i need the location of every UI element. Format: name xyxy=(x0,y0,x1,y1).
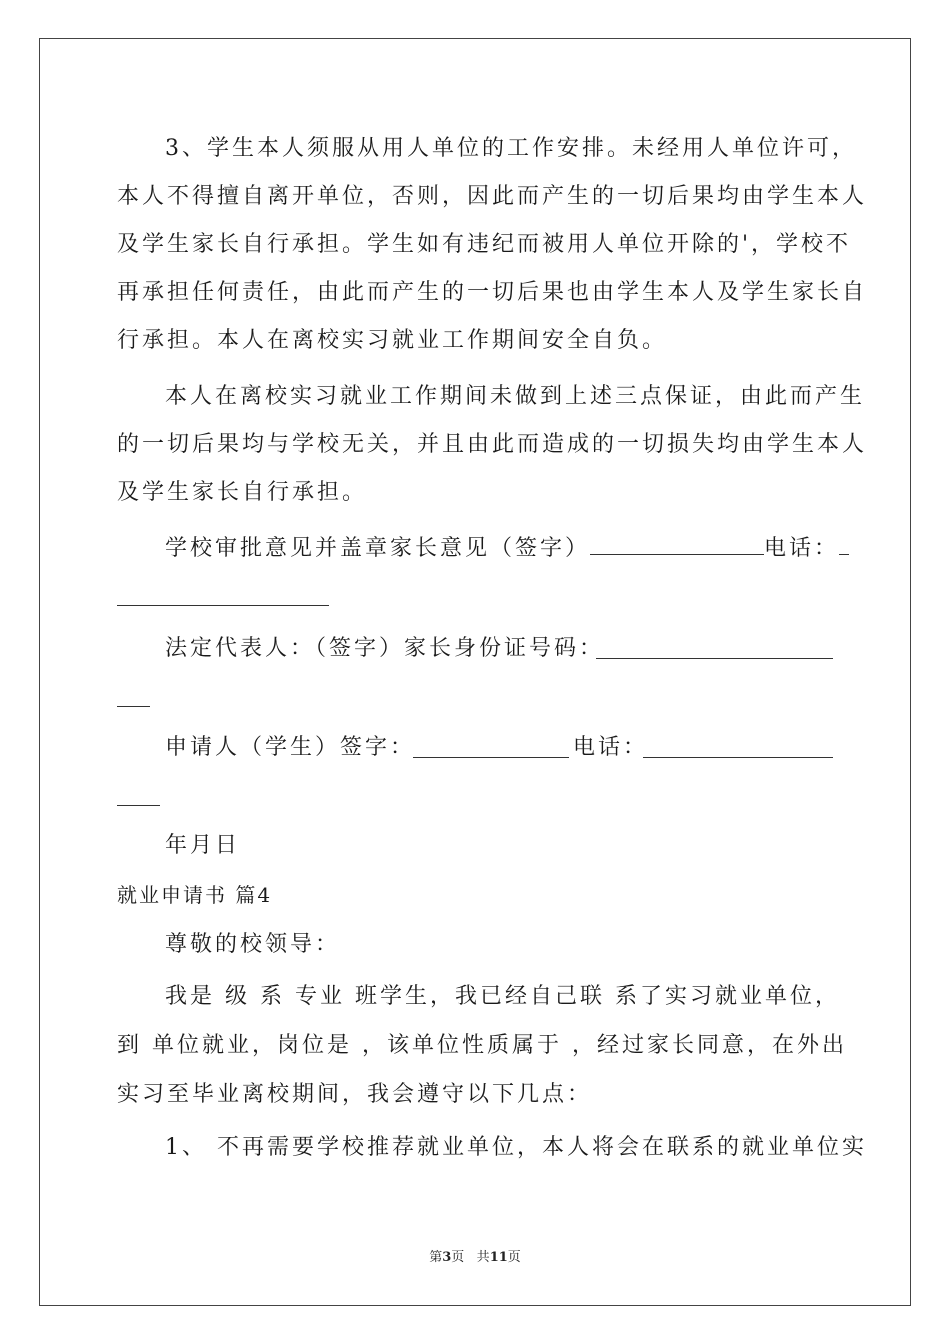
paragraph-3-line-3: 及学生家长自行承担。学生如有违纪而被用人单位开除的'，学校不 xyxy=(117,232,852,257)
paragraph-4-line-2: 的一切后果均与学校无关，并且由此而造成的一切损失均由学生本人 xyxy=(117,432,868,457)
salutation: 尊敬的校领导： xyxy=(165,932,341,957)
statement-item-1: 1、 不再需要学校推荐就业单位，本人将会在联系的就业单位实 xyxy=(165,1135,867,1160)
page-frame xyxy=(39,38,911,1306)
phone-blank-1-continued xyxy=(117,605,329,606)
footer-total-prefix: 共 xyxy=(476,1250,490,1265)
phone-blank-1-start xyxy=(839,534,849,555)
school-approval-line xyxy=(165,534,849,564)
statement-line-3: 实习至毕业离校期间，我会遵守以下几点： xyxy=(117,1082,593,1107)
id-number-blank-continued xyxy=(117,706,150,707)
date-line: 年月日 xyxy=(165,833,241,858)
footer-total-suffix: 页 xyxy=(507,1250,521,1265)
section-title: 就业申请书 篇4 xyxy=(117,883,273,907)
paragraph-3-line-2: 本人不得擅自离开单位，否则，因此而产生的一切后果均由学生本人 xyxy=(117,184,868,209)
paragraph-3-line-4: 再承担任何责任，由此而产生的一切后果也由学生本人及学生家长自 xyxy=(117,280,868,305)
applicant-signature-blank xyxy=(413,757,569,758)
phone-label-2: 电话： xyxy=(573,735,649,760)
page-footer xyxy=(0,1246,950,1265)
legal-rep-label: 法定代表人：（签字）家长身份证号码： xyxy=(165,636,605,661)
statement-line-1: 我是 级 系 专业 班学生，我已经自己联 系了实习就业单位， xyxy=(165,984,840,1009)
statement-line-2: 到 单位就业，岗位是 ，该单位性质属于 ，经过家长同意，在外出 xyxy=(117,1033,847,1058)
footer-prefix: 第 xyxy=(429,1250,443,1265)
phone-blank-2 xyxy=(643,757,833,758)
footer-page-suffix: 页 xyxy=(451,1250,465,1265)
applicant-line xyxy=(165,733,415,763)
paragraph-3-line-5: 行承担。本人在离校实习就业工作期间安全自负。 xyxy=(117,328,668,353)
footer-total-pages: 11 xyxy=(489,1250,508,1265)
school-approval-label: 学校审批意见并盖章家长意见（签字） xyxy=(165,536,591,561)
paragraph-4-line-3: 及学生家长自行承担。 xyxy=(117,480,368,505)
legal-rep-line xyxy=(165,634,604,664)
parent-signature-blank xyxy=(590,534,764,555)
applicant-label: 申请人（学生）签字： xyxy=(165,735,416,760)
footer-page-number: 3 xyxy=(442,1250,452,1265)
paragraph-3-line-1: 3、学生本人须服从用人单位的工作安排。未经用人单位许可， xyxy=(165,136,857,161)
paragraph-4-line-1: 本人在离校实习就业工作期间未做到上述三点保证，由此而产生 xyxy=(165,384,866,409)
id-number-blank xyxy=(596,658,833,659)
phone-blank-2-continued xyxy=(117,805,160,806)
phone-label-1: 电话： xyxy=(764,536,840,561)
